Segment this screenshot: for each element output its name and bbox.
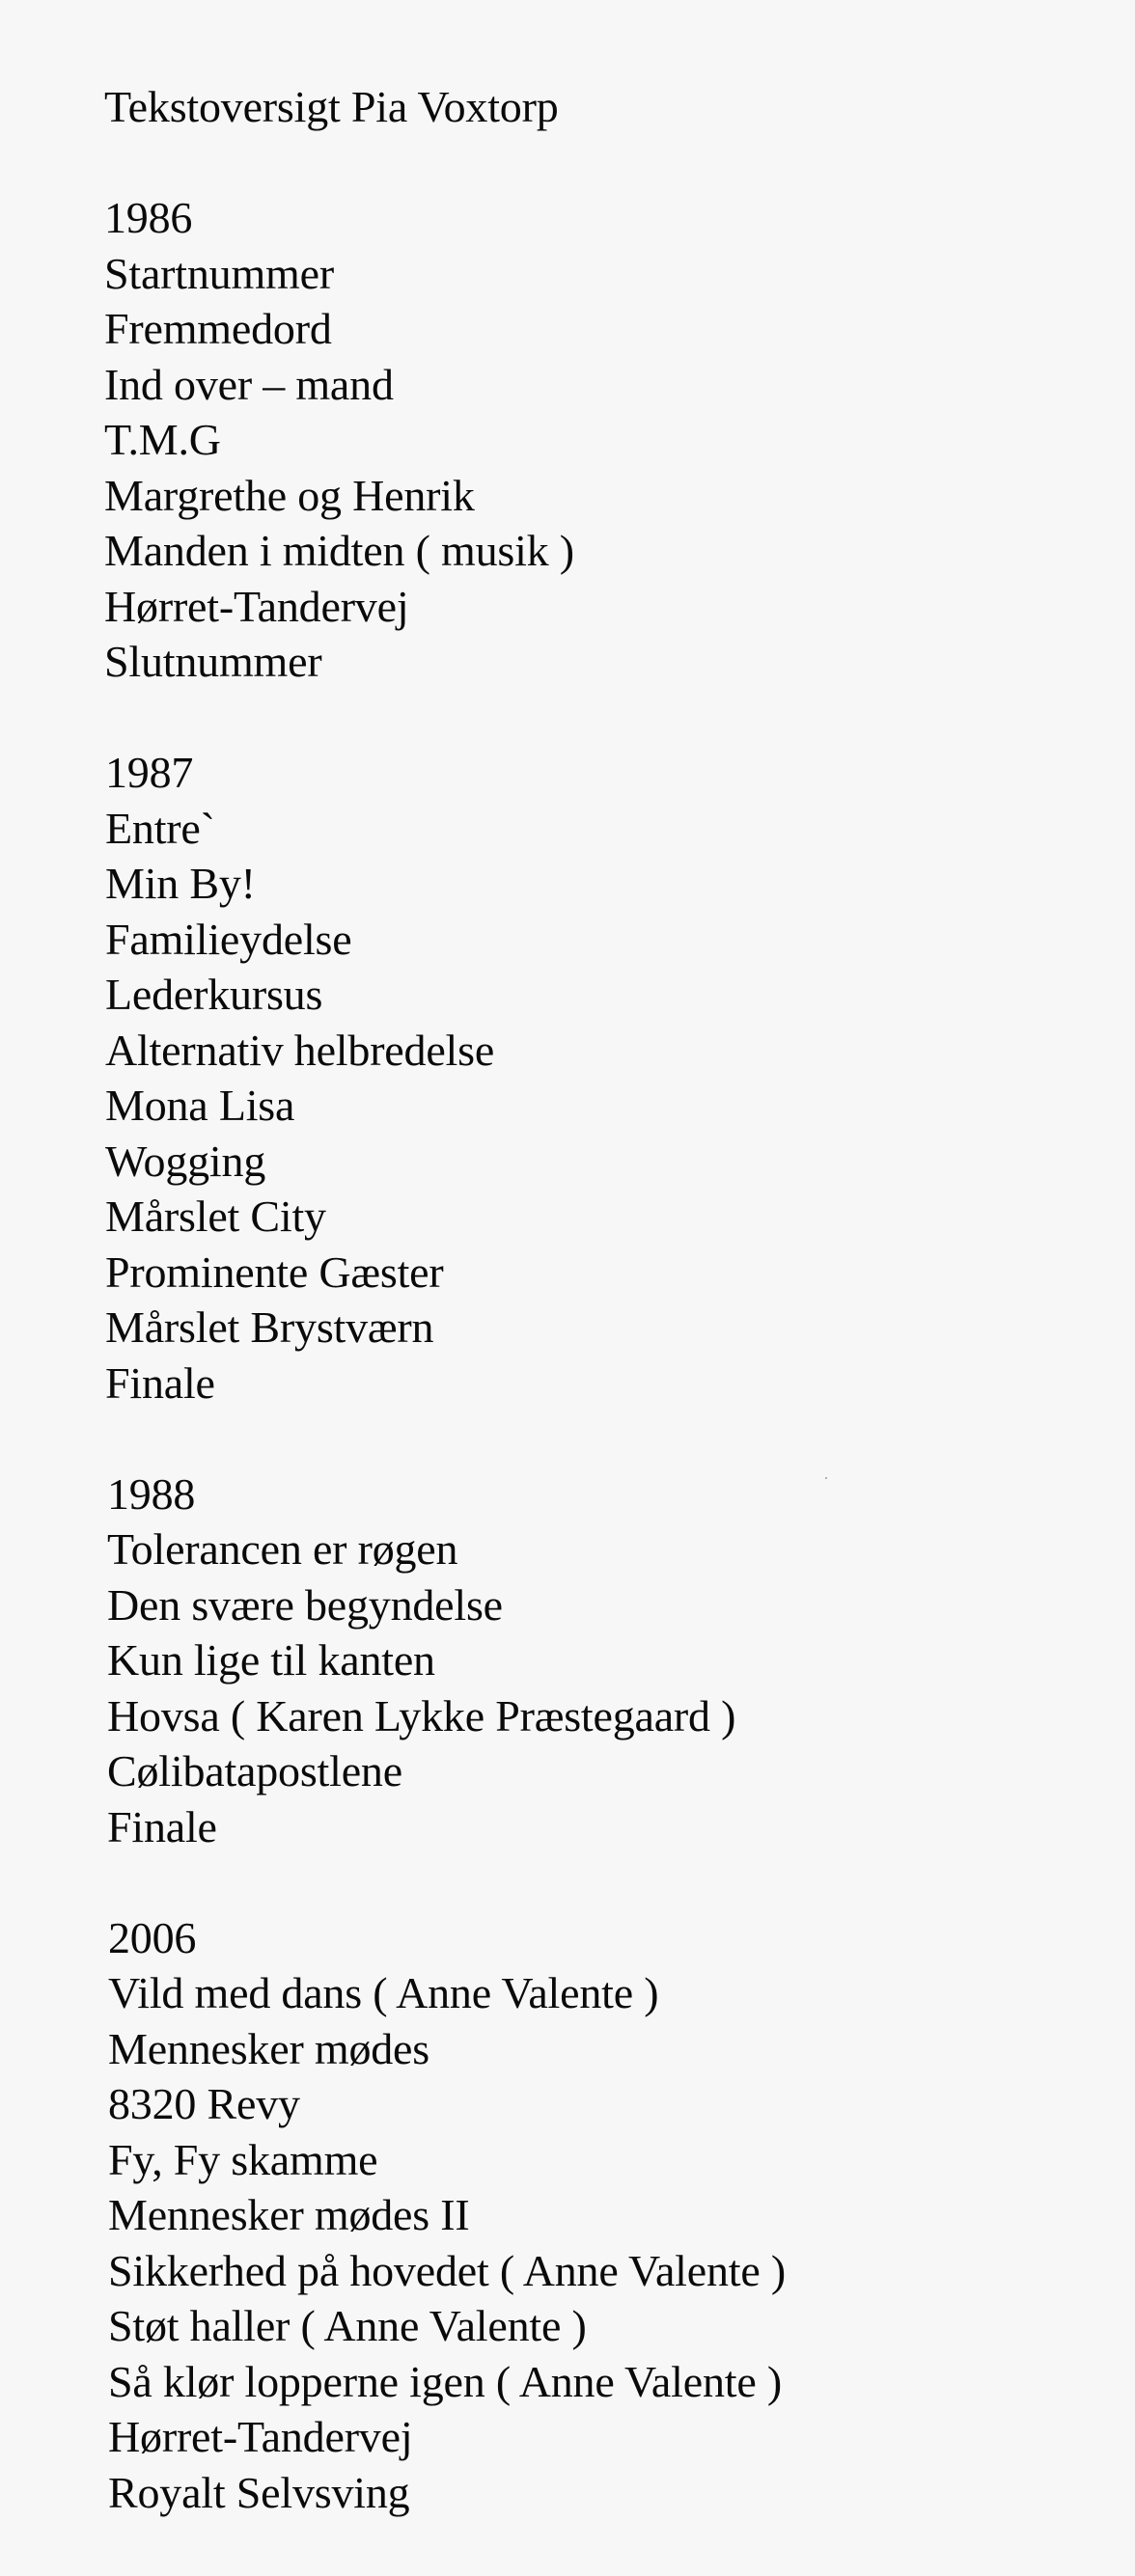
year-heading: 1987 bbox=[105, 748, 194, 797]
section-2006 bbox=[108, 1910, 1069, 2521]
song-list bbox=[105, 801, 1069, 1411]
list-item: Støt haller ( Anne Valente ) bbox=[108, 2301, 587, 2350]
scan-speck bbox=[825, 1477, 827, 1479]
year-heading: 1986 bbox=[104, 193, 193, 242]
list-item: Min By! bbox=[105, 859, 256, 908]
list-item: Mårslet City bbox=[105, 1192, 326, 1241]
list-item: Fy, Fy skamme bbox=[108, 2134, 378, 2184]
list-item: Finale bbox=[107, 1801, 217, 1851]
song-list bbox=[104, 246, 1069, 690]
list-item: Ind over – mand bbox=[104, 359, 394, 409]
list-item: Manden i midten ( musik ) bbox=[104, 526, 574, 575]
list-item: Tolerancen er røgen bbox=[107, 1524, 458, 1574]
document-title: Tekstoversigt Pia Voxtorp bbox=[104, 82, 559, 131]
section-1987 bbox=[105, 745, 1069, 1411]
list-item: Entre` bbox=[105, 803, 215, 853]
list-item: Startnummer bbox=[104, 248, 334, 298]
list-item: Finale bbox=[105, 1357, 215, 1408]
list-item: Slutnummer bbox=[104, 637, 322, 686]
list-item: Familieydelse bbox=[105, 914, 352, 964]
list-item: T.M.G bbox=[104, 415, 221, 464]
list-item: Wogging bbox=[105, 1136, 266, 1186]
year-heading: 1988 bbox=[107, 1468, 196, 1519]
list-item: Mennesker mødes bbox=[108, 2023, 429, 2073]
song-list bbox=[108, 1965, 1069, 2520]
section-1986 bbox=[104, 190, 1069, 690]
list-item: Mona Lisa bbox=[105, 1081, 295, 1130]
title-gap bbox=[104, 135, 1069, 191]
list-item: Kun lige til kanten bbox=[107, 1635, 435, 1685]
list-item: 8320 Revy bbox=[108, 2079, 300, 2128]
list-item: Sikkerhed på hovedet ( Anne Valente ) bbox=[108, 2245, 786, 2295]
list-item: Den svære begyndelse bbox=[107, 1579, 503, 1630]
list-item: Fremmedord bbox=[104, 304, 332, 353]
list-item: Lederkursus bbox=[105, 970, 323, 1019]
year-heading: 2006 bbox=[108, 1912, 197, 1962]
list-item: Hørret-Tandervej bbox=[104, 581, 409, 631]
list-item: Mennesker mødes II bbox=[108, 2190, 470, 2239]
text-overview-document bbox=[104, 79, 1069, 2576]
list-item: Vild med dans ( Anne Valente ) bbox=[108, 1968, 659, 2017]
list-item: Prominente Gæster bbox=[105, 1247, 444, 1297]
section-1988 bbox=[107, 1466, 1069, 1855]
list-item: Så klør lopperne igen ( Anne Valente ) bbox=[108, 2356, 782, 2406]
song-list bbox=[107, 1521, 1069, 1854]
list-item: Hovsa ( Karen Lykke Præstegaard ) bbox=[107, 1690, 736, 1740]
list-item: Mårslet Brystværn bbox=[105, 1302, 434, 1352]
list-item: Alternativ helbredelse bbox=[105, 1025, 495, 1075]
list-item: Hørret-Tandervej bbox=[108, 2412, 413, 2461]
list-item: Cølibatapostlene bbox=[107, 1746, 402, 1795]
list-item: Margrethe og Henrik bbox=[104, 470, 475, 520]
list-item: Royalt Selvsving bbox=[108, 2467, 410, 2517]
